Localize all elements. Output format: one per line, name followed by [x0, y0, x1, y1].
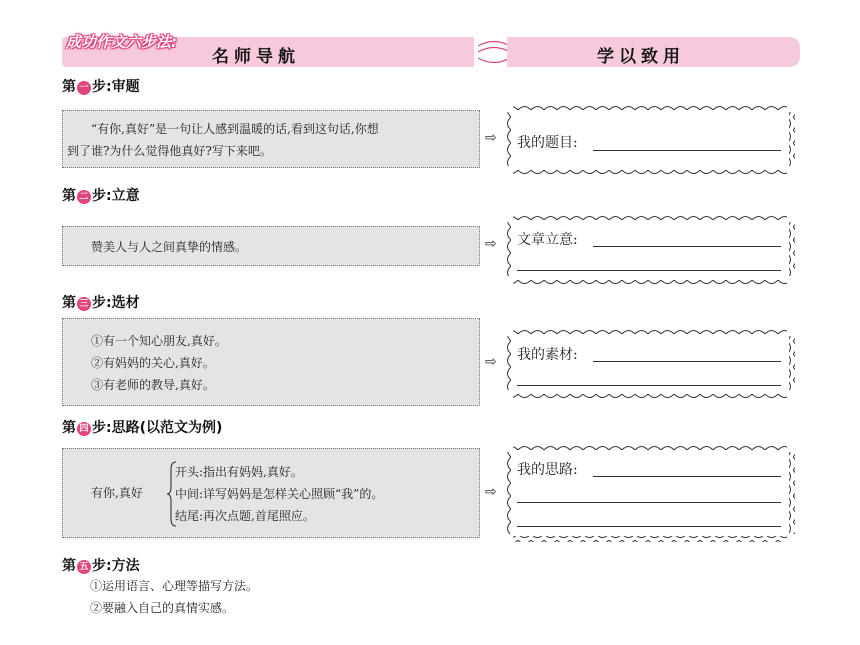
arrow-icon: ⇨ [485, 130, 497, 146]
banner-left [62, 33, 482, 67]
step-2-heading: 第 二 步:立意 [62, 188, 140, 204]
step-number-badge: 二 [77, 190, 91, 204]
xuancai-panel [62, 318, 480, 406]
banner-left-title: 名师导航 [212, 47, 300, 67]
timu-input-line[interactable] [593, 150, 781, 151]
step-5-heading: 第 五 步:方法 [62, 558, 140, 574]
silu-item: 中间:详写妈妈是怎样关心照顾“我”的。 [175, 487, 384, 501]
arrow-icon: ⇨ [485, 354, 497, 370]
step-number-badge: 三 [77, 297, 91, 311]
liyi-panel [62, 226, 480, 266]
shenti-line-2: 到了谁?为什么觉得他真好?写下来吧。 [67, 144, 272, 158]
silu-input-line-2[interactable] [517, 502, 781, 503]
silu-outline [175, 461, 383, 527]
step-3-heading: 第 三 步:选材 [62, 295, 140, 311]
silu-box [505, 444, 795, 542]
silu-item: 开头:指出有妈妈,真好。 [175, 465, 303, 479]
header-banner [62, 33, 800, 67]
silu-panel [62, 448, 480, 538]
step-number-badge: 四 [77, 422, 91, 436]
liyi-input-line-2[interactable] [517, 270, 781, 271]
silu-item: 结尾:再次点题,首尾照应。 [175, 509, 315, 523]
timu-box [505, 104, 795, 174]
xuancai-item: ③有老师的教导,真好。 [91, 378, 215, 392]
liyi-box [505, 214, 795, 284]
scallop-frame-icon [505, 214, 795, 284]
xuancai-item: ②有妈妈的关心,真好。 [91, 356, 215, 370]
silu-input-line-1[interactable] [593, 476, 781, 477]
silu-label: 我的思路: [517, 462, 578, 478]
step-number-badge: 五 [77, 560, 91, 574]
step-4-heading: 第 四 步:思路(以范文为例) [62, 420, 223, 436]
xuancai-item: ①有一个知心朋友,真好。 [91, 334, 227, 348]
step-1-heading: 第 一 步:审题 [62, 79, 140, 95]
sucai-box [505, 328, 795, 398]
sucai-label: 我的素材: [517, 347, 578, 363]
banner-badge: 成功作文六步法: [66, 33, 177, 51]
arrow-icon: ⇨ [485, 236, 497, 252]
sucai-input-line-1[interactable] [593, 361, 781, 362]
banner-right [507, 37, 800, 67]
timu-label: 我的题目: [517, 135, 578, 151]
sucai-input-line-2[interactable] [517, 385, 781, 386]
liyi-label: 文章立意: [517, 232, 578, 248]
method-item: ②要融入自己的真情实感。 [90, 601, 235, 615]
arrow-icon: ⇨ [485, 484, 497, 500]
banner-right-title: 学以致用 [597, 47, 685, 67]
liyi-text: 赞美人与人之间真挚的情感。 [91, 240, 248, 254]
method-item: ①运用语言、心理等描写方法。 [90, 579, 259, 593]
step-number-badge: 一 [77, 81, 91, 95]
silu-lead: 有你,真好 [91, 486, 143, 500]
shenti-panel [62, 110, 480, 168]
silu-input-line-3[interactable] [517, 526, 781, 527]
liyi-input-line-1[interactable] [593, 246, 781, 247]
shenti-line-1: “有你,真好”是一句让人感到温暖的话,看到这句话,你想 [91, 122, 379, 136]
